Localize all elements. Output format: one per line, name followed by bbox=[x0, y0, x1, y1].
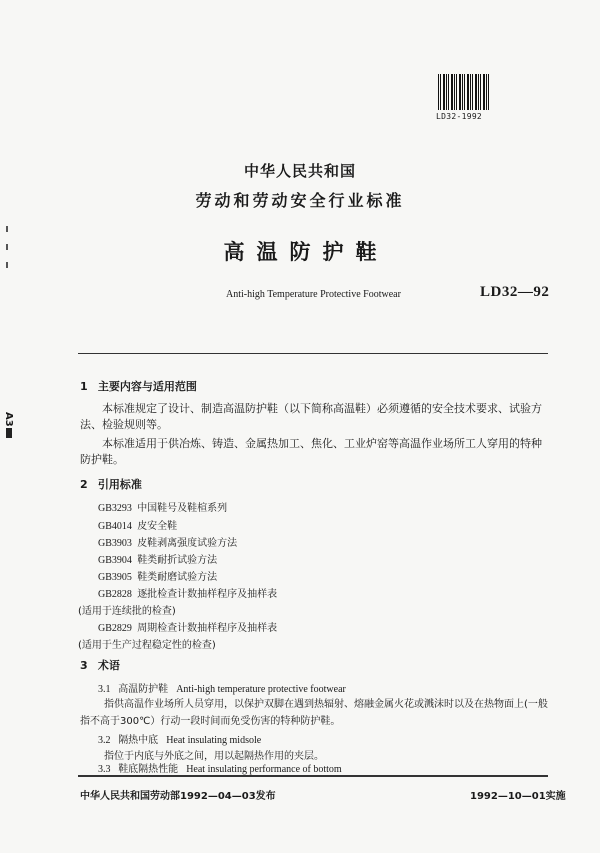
section-1-para-1: 本标准规定了设计、制造高温防护鞋（以下简称高温鞋）必须遵循的安全技术要求、试验方法、检验规则等。 bbox=[80, 402, 542, 431]
term-number: 3.3 bbox=[98, 764, 111, 775]
section-title: 主要内容与适用范围 bbox=[97, 380, 197, 393]
ref-code: GB2828 bbox=[98, 589, 132, 600]
margin-block bbox=[6, 428, 12, 438]
ref-title: 中国鞋号及鞋楦系列 bbox=[137, 503, 228, 514]
ref-item bbox=[98, 517, 177, 532]
section-number: 1 bbox=[80, 380, 88, 393]
country-heading: 中华人民共和国 bbox=[243, 162, 356, 180]
section-number: 3 bbox=[80, 659, 88, 672]
term-en: Heat insulating performance of bottom bbox=[186, 764, 342, 775]
effective-date: 1992—10—01实施 bbox=[470, 791, 566, 802]
ref-code: GB4014 bbox=[98, 521, 132, 532]
footer-divider bbox=[78, 775, 548, 777]
section-1-heading bbox=[80, 378, 197, 394]
ref-item bbox=[98, 499, 227, 514]
ref-item bbox=[98, 568, 217, 583]
term-en: Heat insulating midsole bbox=[166, 735, 262, 746]
english-title: Anti-high Temperature Protective Footwear bbox=[226, 289, 401, 300]
ref-title: 周期检查计数抽样程序及抽样表 bbox=[137, 623, 278, 634]
term-definition: 指位于内底与外底之间，用以起隔热作用的夹层。 bbox=[104, 751, 324, 762]
ref-title: 皮鞋剥离强度试验方法 bbox=[137, 538, 238, 549]
ref-item bbox=[98, 585, 277, 600]
section-title: 术语 bbox=[97, 659, 120, 672]
ref-item bbox=[98, 619, 277, 634]
ref-code: GB3903 bbox=[98, 538, 132, 549]
term-cn: 鞋底隔热性能 bbox=[118, 764, 179, 775]
ref-item bbox=[98, 551, 217, 566]
section-1-para-2: 本标准适用于供冶炼、铸造、金属热加工、焦化、工业炉窑等高温作业场所工人穿用的特种防护鞋。 bbox=[80, 437, 542, 466]
ref-title: 皮安全鞋 bbox=[137, 521, 178, 532]
ref-code: GB3293 bbox=[98, 503, 132, 514]
standard-type-heading: 劳动和劳动安全行业标准 bbox=[195, 191, 405, 210]
term-item bbox=[98, 760, 342, 775]
term-cn: 高温防护鞋 bbox=[118, 684, 169, 695]
barcode-stamp bbox=[438, 74, 490, 110]
term-item bbox=[98, 731, 261, 746]
ref-title: 逐批检查计数抽样程序及抽样表 bbox=[137, 589, 278, 600]
ref-code: GB2829 bbox=[98, 623, 132, 634]
issue-date: 中华人民共和国劳动部1992—04—03发布 bbox=[80, 791, 276, 802]
ref-title: 鞋类耐折试验方法 bbox=[137, 555, 218, 566]
scan-tick bbox=[6, 226, 8, 232]
ref-note: (适用于连续批的检查) bbox=[78, 606, 176, 617]
term-cn: 隔热中底 bbox=[118, 735, 159, 746]
ref-item bbox=[98, 534, 237, 549]
term-item bbox=[98, 680, 346, 695]
term-number: 3.1 bbox=[98, 684, 111, 695]
term-number: 3.2 bbox=[98, 735, 111, 746]
term-definition: 指供高温作业场所人员穿用，以保护双脚在遇到热辐射、熔融金属火花或溅沫时以及在热物面上(一般指不高于300℃）行动一段时间而免受伤害的特种防护鞋。 bbox=[80, 699, 548, 727]
standard-code: LD32—92 bbox=[480, 284, 550, 300]
ref-title: 鞋类耐磨试验方法 bbox=[137, 572, 218, 583]
ref-note: (适用于生产过程稳定性的检查) bbox=[78, 640, 216, 651]
header-divider bbox=[78, 353, 548, 354]
section-3-heading bbox=[80, 657, 120, 673]
section-number: 2 bbox=[80, 478, 88, 491]
ref-code: GB3905 bbox=[98, 572, 132, 583]
section-2-heading bbox=[80, 476, 142, 492]
document-title: 高温防护鞋 bbox=[223, 240, 389, 264]
section-title: 引用标准 bbox=[97, 478, 142, 491]
margin-mark: A3 bbox=[3, 412, 14, 427]
stamp-code: LD32-1992 bbox=[436, 112, 483, 121]
ref-code: GB3904 bbox=[98, 555, 132, 566]
term-en: Anti-high temperature protective footwear bbox=[176, 684, 346, 695]
